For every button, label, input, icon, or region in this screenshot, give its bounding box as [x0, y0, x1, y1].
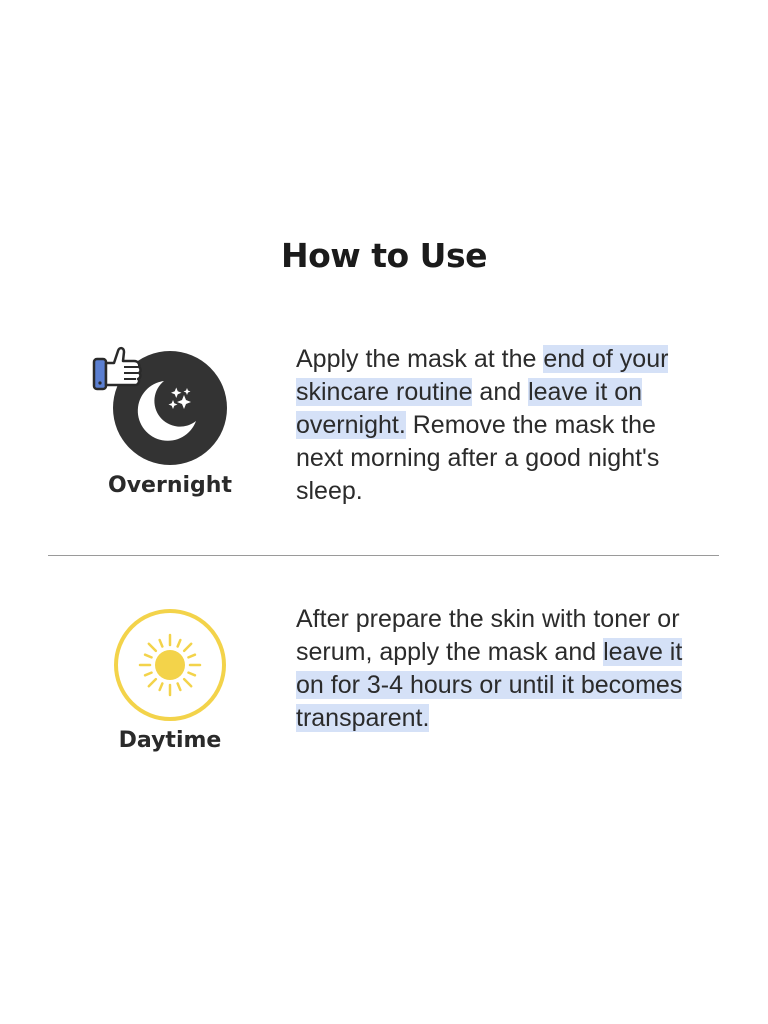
overnight-text-2: and — [472, 378, 529, 406]
daytime-description — [296, 603, 686, 735]
daytime-text-1: After prepare the skin with toner or serum, apply the mask and — [296, 605, 680, 666]
overnight-highlight-1: end of your skincare routine — [296, 345, 669, 406]
daytime-section — [0, 595, 768, 785]
overnight-highlight-2: leave it on overnight. — [296, 378, 643, 439]
section-divider — [48, 555, 719, 556]
overnight-section — [0, 335, 768, 525]
page-title: How to Use — [280, 236, 488, 275]
overnight-label: Overnight — [108, 473, 232, 498]
overnight-description — [296, 343, 686, 508]
thumbs-up-icon — [90, 343, 150, 403]
overnight-text-1: Apply the mask at the — [296, 345, 544, 373]
daytime-label: Daytime — [118, 728, 222, 753]
daytime-highlight-1: leave it on for 3-4 hours or until it becomes transparent. — [296, 638, 683, 732]
overnight-text-3: Remove the mask the next morning after a good night's sleep. — [296, 411, 660, 505]
